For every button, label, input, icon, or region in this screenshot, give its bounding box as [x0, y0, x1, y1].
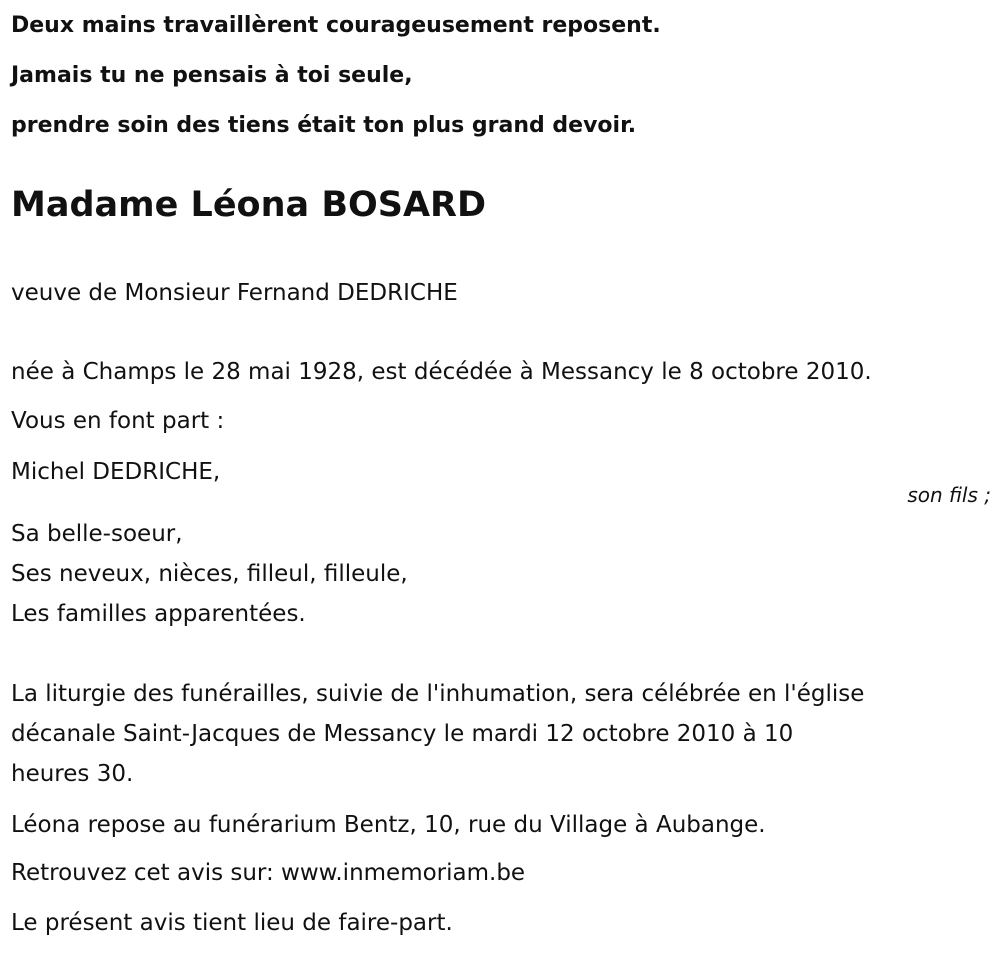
- repose-line: Léona repose au funérarium Bentz, 10, rue du Village à Aubange.: [11, 812, 766, 838]
- relative-line: Les familles apparentées.: [11, 601, 306, 627]
- liturgy-line: décanale Saint-Jacques de Messancy le mardi 12 octobre 2010 à 10: [11, 721, 794, 747]
- son-name: Michel DEDRICHE,: [11, 459, 221, 485]
- verse-line: prendre soin des tiens était ton plus grand devoir.: [11, 113, 637, 138]
- liturgy-line: La liturgie des funérailles, suivie de l'inhumation, sera célébrée en l'église: [11, 681, 865, 707]
- birth-death-line: née à Champs le 28 mai 1928, est décédée à Messancy le 8 octobre 2010.: [11, 359, 872, 385]
- widow-of-line: veuve de Monsieur Fernand DEDRICHE: [11, 280, 458, 306]
- closing-line: Le présent avis tient lieu de faire-part.: [11, 910, 453, 936]
- relative-line: Ses neveux, nièces, filleul, filleule,: [11, 561, 408, 587]
- announce-intro: Vous en font part :: [11, 408, 225, 434]
- deceased-name: Madame Léona BOSARD: [11, 185, 487, 225]
- verse-line: Deux mains travaillèrent courageusement reposent.: [11, 13, 661, 38]
- website-line: Retrouvez cet avis sur: www.inmemoriam.be: [11, 860, 526, 886]
- son-relation: son fils ;: [907, 483, 991, 507]
- verse-line: Jamais tu ne pensais à toi seule,: [11, 63, 413, 88]
- liturgy-line: heures 30.: [11, 761, 134, 787]
- relative-line: Sa belle-soeur,: [11, 521, 183, 547]
